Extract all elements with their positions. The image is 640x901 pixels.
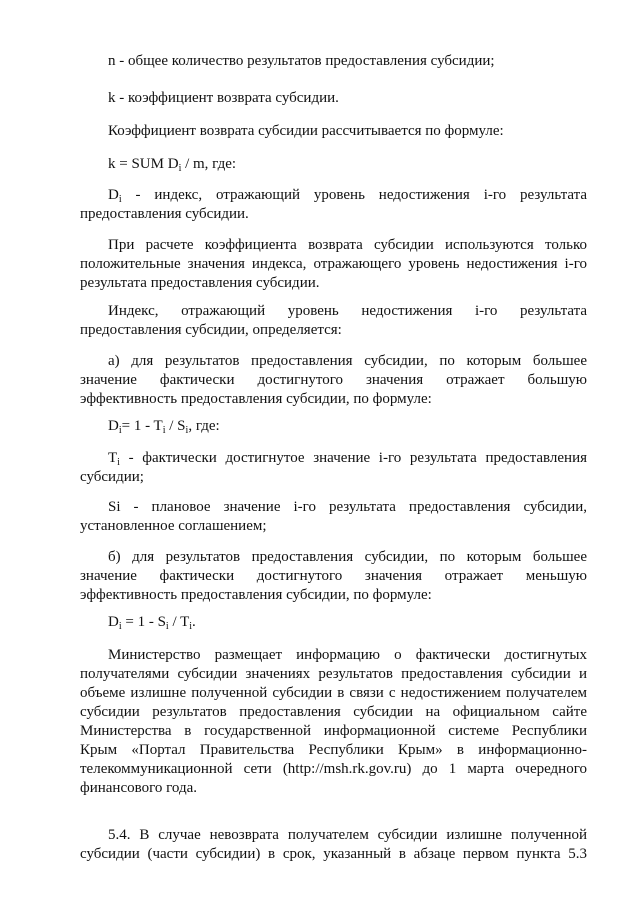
paragraph-5-4: 5.4. В случае невозврата получателем субсидии излишне полученной субсидии (части субсидии) в срок, указанный в абзаце первом пункта 5.3 [80, 827, 587, 862]
paragraph-case-b: б) для результатов предоставления субсидии, по которым большее значение фактически достигнутого значения отражает меньшую эффективность предоставления субсидии, по формуле: [80, 549, 587, 603]
paragraph-index-definition: Индекс, отражающий уровень недостижения i-го результата предоставления субсидии, определяется: [80, 303, 587, 338]
paragraph-di-definition: $D_i$ - индекс, отражающий уровень недостижения i-го результата предоставления субсидии. [80, 187, 587, 222]
paragraph-k-definition: k - коэффициент возврата субсидии. [108, 90, 339, 106]
formula-di-case-a: $D_i= 1 - T_i / S_i$, где: [108, 418, 220, 436]
paragraph-ti-definition: $T_i$ - фактически достигнутое значение i-го результата предоставления субсидии; [80, 450, 587, 485]
formula-k: k = SUM $D_i$ / m, где: [108, 156, 237, 174]
paragraph-si-definition: Si - плановое значение i-го результата предоставления субсидии, установленное соглашением; [80, 499, 587, 534]
paragraph-n-definition: n - общее количество результатов предоставления субсидии; [108, 53, 495, 69]
paragraph-case-a: а) для результатов предоставления субсидии, по которым большее значение фактически достигнутого значения отражает большую эффективность предоставления субсидии, по формуле: [80, 353, 587, 407]
paragraph-positive-values: При расчете коэффициента возврата субсидии используются только положительные значения индекса, отражающего уровень недостижения i-го результата предоставления субсидии. [80, 237, 587, 291]
paragraph-formula-intro: Коэффициент возврата субсидии рассчитывается по формуле: [108, 123, 504, 139]
paragraph-ministry-publication: Министерство размещает информацию о фактически достигнутых получателями субсидии значениях результатов предоставления субсидии и объеме излишне полученной субсидии в связи с недостижением получателем субсидии результатов предоставления субсидии на официальном сайте Министерства в государственной информационной системе Республики Крым «Портал Правительства Республики Крым» в информационно- телекоммуникационной сети (http://msh.rk.gov.ru) до 1 марта очередного финансового года. [80, 647, 587, 796]
formula-di-case-b: $D_i = 1 - S_i / T_i$. [108, 614, 196, 632]
